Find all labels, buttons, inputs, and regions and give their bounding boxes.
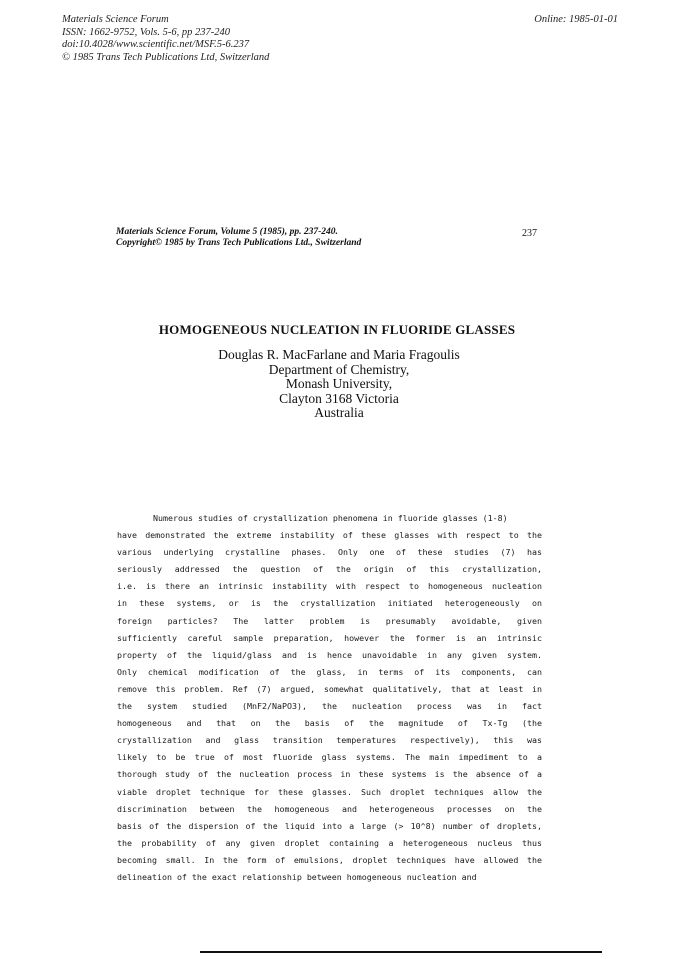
body-line: likely to be true of most fluoride glass systems. The main impediment to a (117, 752, 542, 763)
body-line: various underlying crystalline phases. Only one of these studies (7) has (117, 547, 542, 558)
journal-reference (116, 227, 361, 249)
author-country: Australia (314, 405, 364, 420)
body-line: Numerous studies of crystallization phenomena in fluoride glasses (1-8) (153, 513, 508, 523)
header-issn: ISSN: 1662-9752, Vols. 5-6, pp 237-240 (62, 26, 230, 38)
body-line: remove this problem. Ref (7) argued, somewhat qualitatively, that at least in (117, 683, 542, 694)
body-line: property of the liquid/glass and is hence unavoidable in any given system. (117, 649, 542, 660)
body-line: have demonstrated the extreme instability of these glasses with respect to the (117, 530, 542, 541)
header-journal: Materials Science Forum (62, 14, 169, 25)
body-line: seriously addressed the question of the origin of this crystallization, (117, 564, 542, 575)
body-line: i.e. is there an intrinsic instability with respect to homogeneous nucleation (117, 581, 542, 592)
body-line: sufficiently careful sample preparation, however the former is an intrinsic (117, 632, 542, 643)
body-line: becoming small. In the form of emulsions, droplet techniques have allowed the (117, 854, 542, 865)
body-line: Only chemical modification of the glass, in terms of its components, can (117, 666, 542, 677)
body-line: discrimination between the homogeneous and heterogeneous processes on the (117, 803, 542, 814)
body-line: in these systems, or is the crystallization initiated heterogeneously on (117, 598, 542, 609)
paper-title-text: HOMOGENEOUS NUCLEATION IN FLUORIDE GLASSES (158, 322, 516, 337)
paper-title (0, 322, 678, 338)
header-copyright: © 1985 Trans Tech Publications Ltd, Switzerland (62, 51, 270, 63)
body-line: crystallization and glass transition temperatures respectively), this was (117, 735, 542, 746)
journal-copyright: Copyright© 1985 by Trans Tech Publications Ltd., Switzerland (116, 238, 362, 248)
online-date: Online: 1985-01-01 (534, 14, 618, 25)
journal-citation: Materials Science Forum, Volume 5 (1985), pp. 237-240. (116, 227, 338, 237)
header-doi[interactable]: doi:10.4028/www.scientific.net/MSF.5-6.237 (62, 39, 250, 50)
author-block (0, 348, 678, 421)
body-line: the system studied (MnF2/NaPO3), the nucleation process was in fact (117, 701, 542, 712)
body-line: delineation of the exact relationship between homogeneous nucleation and (117, 871, 477, 882)
body-line: foreign particles? The latter problem is presumably avoidable, given (117, 615, 542, 626)
author-department: Department of Chemistry, (268, 361, 410, 377)
body-line: the probability of any given droplet containing a heterogeneous nucleus thus (117, 837, 542, 848)
body-line: basis of the dispersion of the liquid into a large (> 10^8) number of droplets, (117, 820, 542, 831)
body-line: thorough study of the nucleation process in these systems is the absence of a (117, 769, 542, 780)
author-city: Clayton 3168 Victoria (279, 390, 399, 406)
body-line: homogeneous and that on the basis of the magnitude of Tx-Tg (the (117, 718, 542, 729)
author-names: Douglas R. MacFarlane and Maria Fragoulis (218, 347, 460, 362)
body-text (117, 510, 542, 886)
body-line: viable droplet technique for these glasses. Such droplet techniques allow the (117, 786, 542, 797)
footer-rule (200, 951, 602, 953)
author-university: Monash University, (285, 376, 393, 391)
page-number: 237 (522, 228, 537, 239)
